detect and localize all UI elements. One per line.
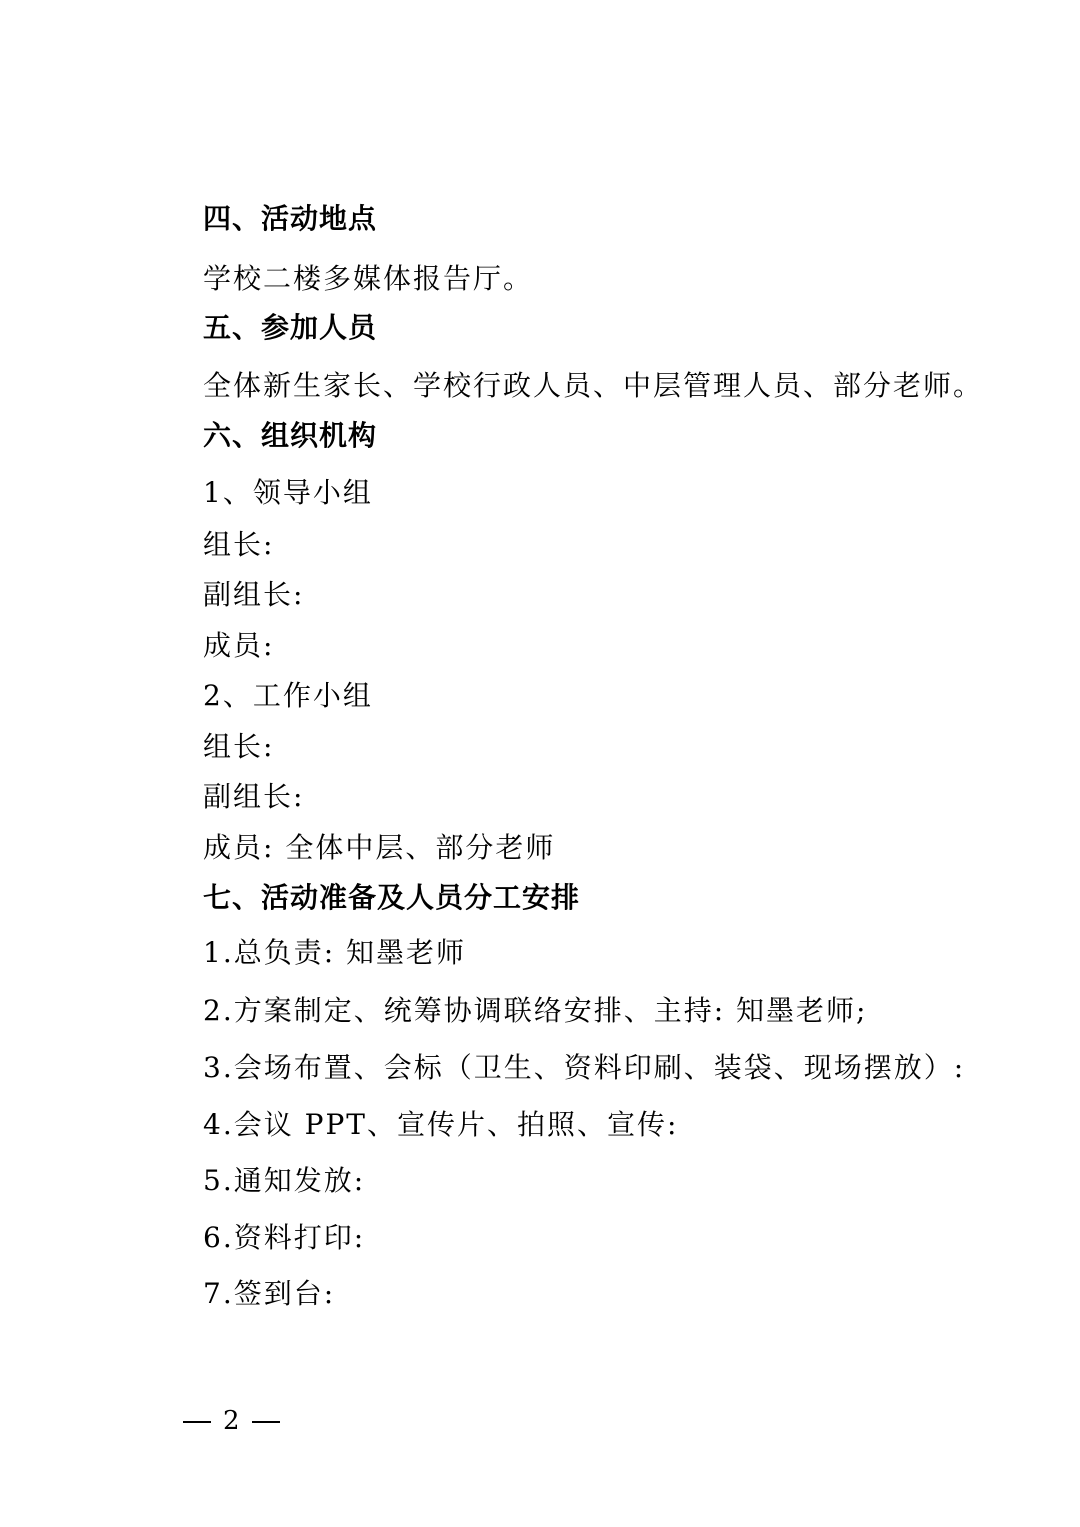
work-group-title: 2、工作小组 (203, 679, 373, 712)
location-text: 学校二楼多媒体报告厅。 (203, 262, 534, 295)
task-item: 1.总负责: 知墨老师 (203, 936, 467, 969)
work-group-head: 组长: (203, 730, 275, 763)
task-item: 2.方案制定、统筹协调联络安排、主持: 知墨老师; (203, 994, 868, 1027)
page-number: 2 (223, 1406, 240, 1436)
leader-group-head: 组长: (203, 528, 275, 561)
work-group-members: 成员: 全体中层、部分老师 (203, 831, 556, 864)
section-heading-arrangements: 七、活动准备及人员分工安排 (203, 881, 581, 914)
task-item: 4.会议 PPT、宣传片、拍照、宣传: (203, 1108, 679, 1141)
work-group-vice: 副组长: (203, 780, 305, 813)
participants-text: 全体新生家长、学校行政人员、中层管理人员、部分老师。 (203, 369, 984, 402)
leader-group-vice: 副组长: (203, 578, 305, 611)
task-item: 5.通知发放: (203, 1164, 366, 1197)
section-heading-participants: 五、参加人员 (203, 311, 378, 344)
page-footer (183, 1405, 280, 1437)
task-item: 3.会场布置、会标（卫生、资料印刷、装袋、现场摆放）: (203, 1051, 966, 1084)
footer-dash-left (183, 1421, 211, 1423)
section-heading-location: 四、活动地点 (203, 202, 378, 235)
section-heading-organization: 六、组织机构 (203, 419, 378, 452)
leader-group-title: 1、领导小组 (203, 476, 373, 509)
leader-group-members: 成员: (203, 629, 275, 662)
task-item: 7.签到台: (203, 1277, 336, 1310)
task-item: 6.资料打印: (203, 1221, 366, 1254)
footer-dash-right (252, 1421, 280, 1423)
